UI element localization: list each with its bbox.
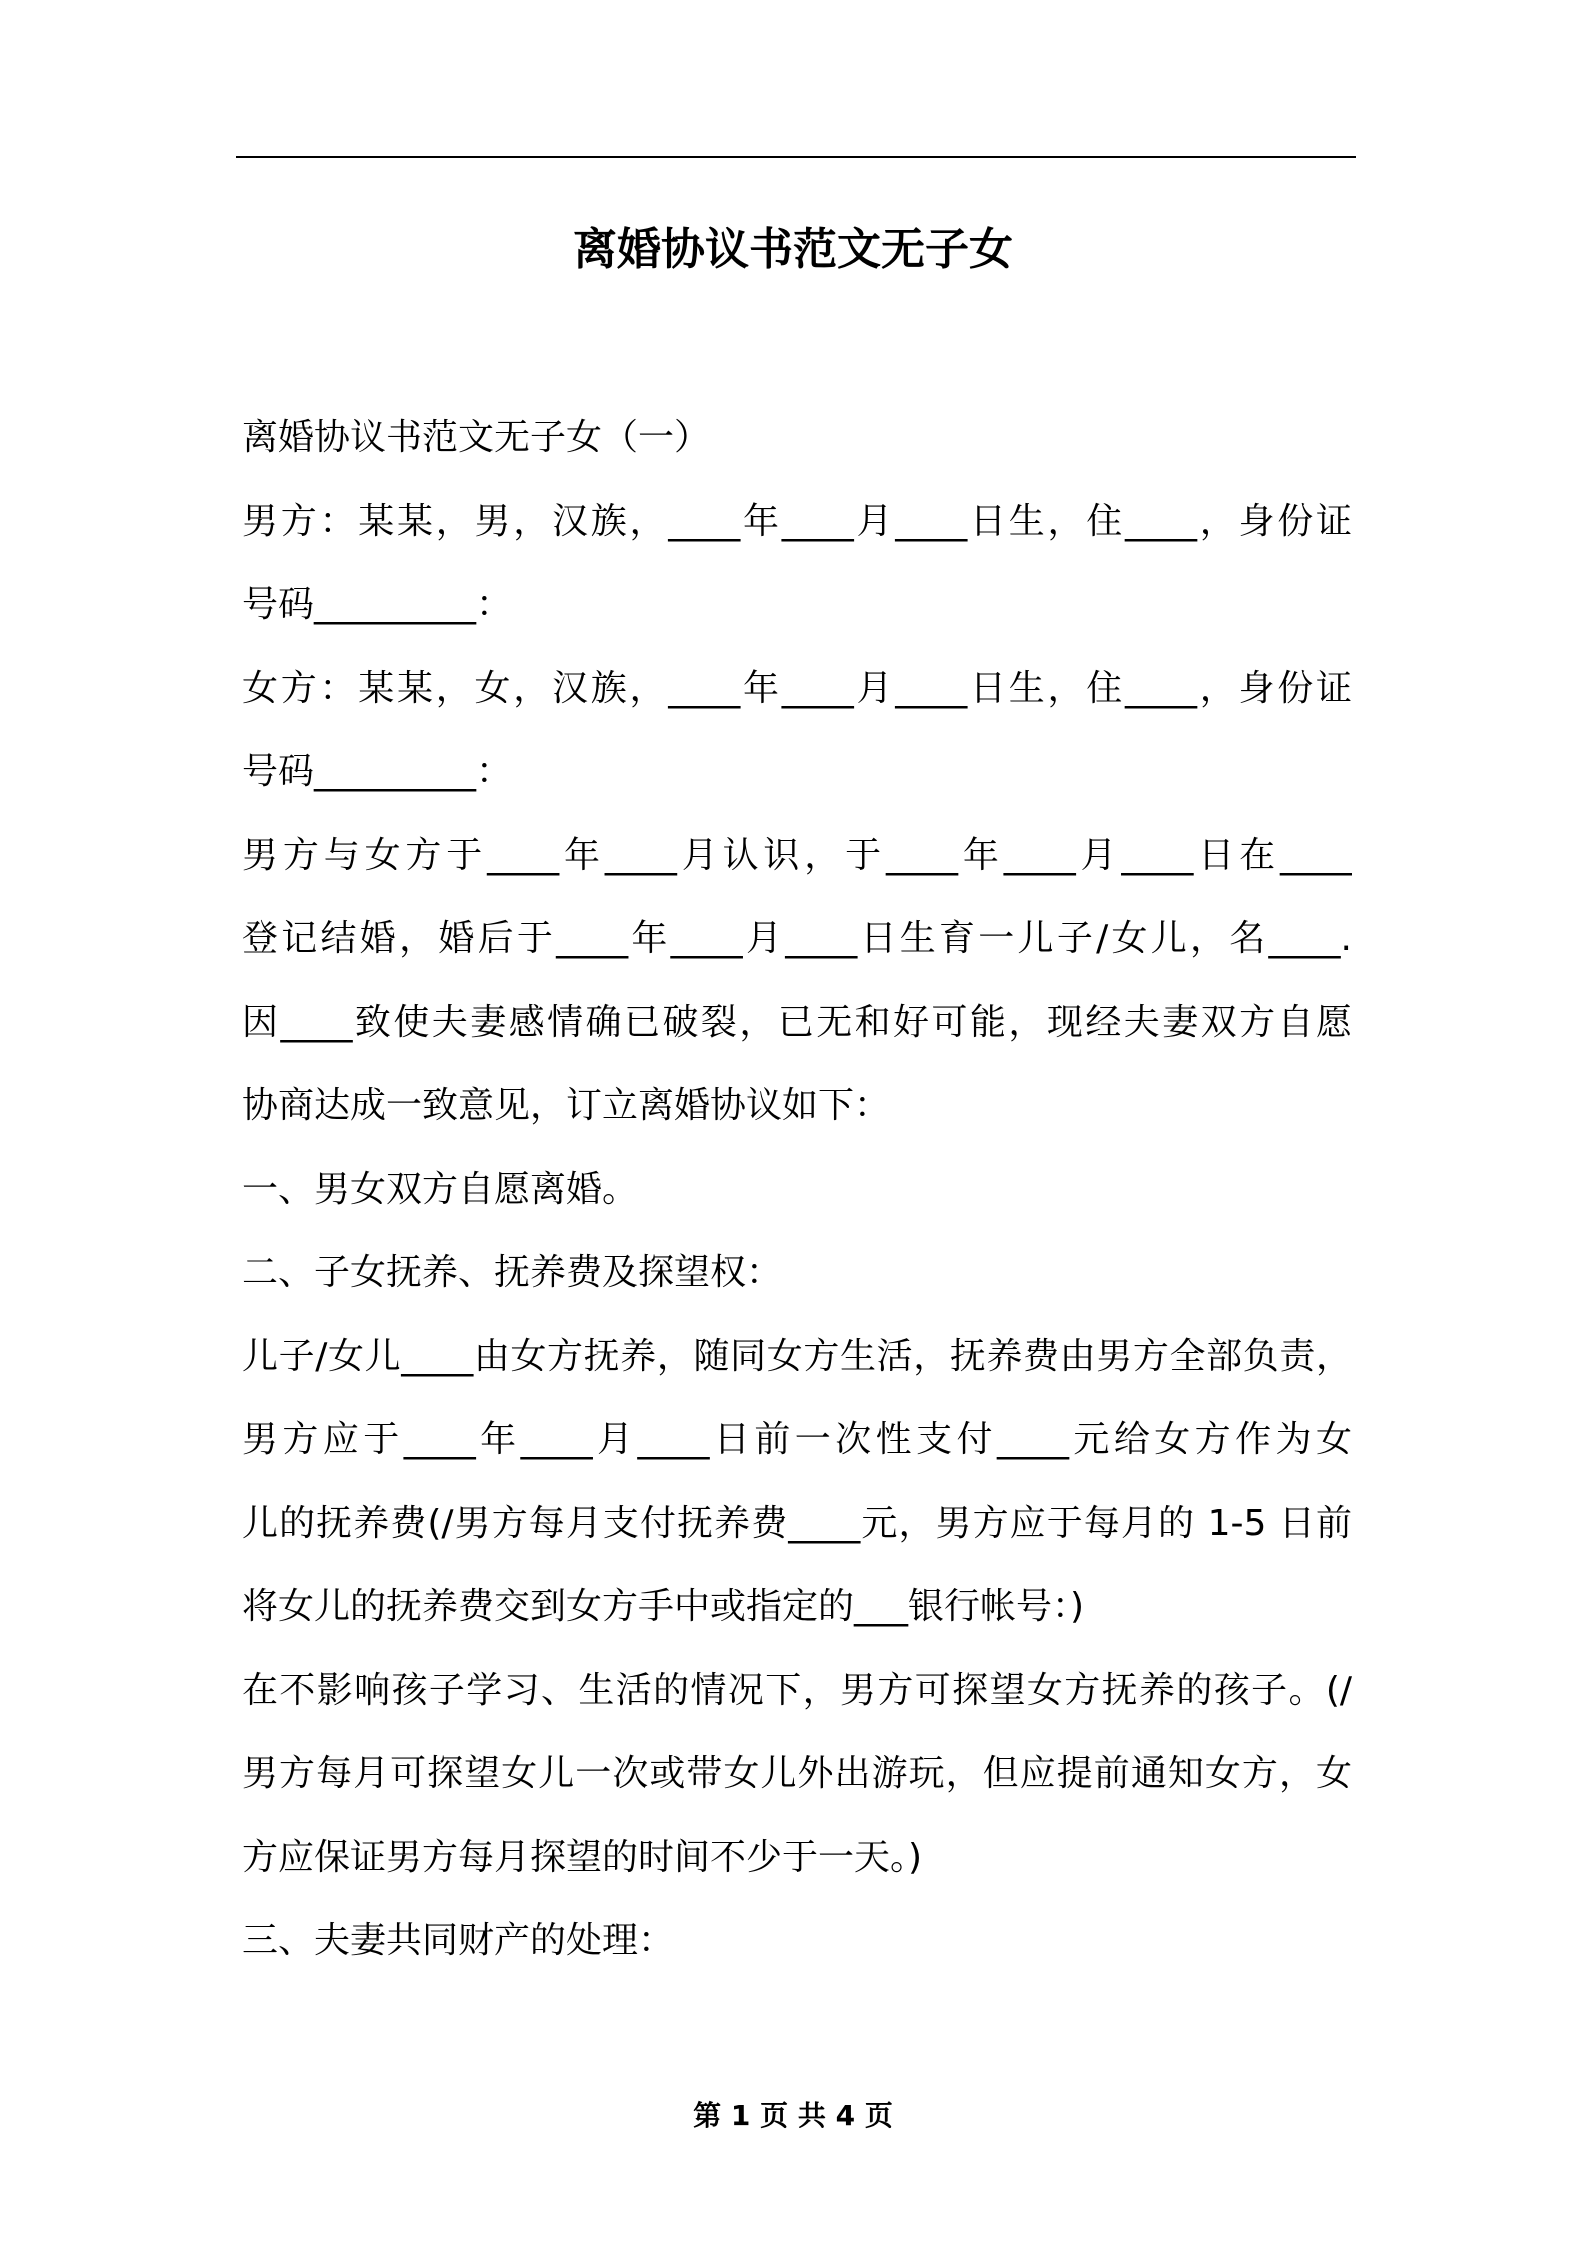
body-line: 男方与女方于____年____月认识，于____年____月____日在____ — [242, 834, 1352, 876]
body-line: 号码_________： — [242, 584, 513, 625]
body-line: 儿子/女儿____由女方抚养，随同女方生活，抚养费由男方全部负责， — [242, 1335, 1352, 1377]
document-body — [242, 396, 1352, 1983]
body-line: 女方：某某，女，汉族，____年____月____日生，住____，身份证 — [242, 667, 1352, 709]
body-line: 协商达成一致意见，订立离婚协议如下： — [242, 1085, 891, 1126]
body-line: 号码_________： — [242, 751, 513, 792]
body-line: 因____致使夫妻感情确已破裂，已无和好可能，现经夫妻双方自愿 — [242, 1001, 1352, 1043]
body-line: 男方：某某，男，汉族，____年____月____日生，住____，身份证 — [242, 500, 1352, 542]
body-line: 男方应于____年____月____日前一次性支付____元给女方作为女 — [242, 1419, 1352, 1460]
document-title: 离婚协议书范文无子女 — [573, 224, 1013, 275]
body-line: 三、夫妻共同财产的处理： — [242, 1920, 675, 1961]
body-line: 二、子女抚养、抚养费及探望权： — [242, 1252, 783, 1293]
body-line: 男方每月可探望女儿一次或带女儿外出游玩，但应提前通知女方，女 — [242, 1753, 1352, 1794]
body-line: 登记结婚，婚后于____年____月____日生育一儿子/女儿，名____. — [242, 918, 1352, 959]
body-line: 在不影响孩子学习、生活的情况下，男方可探望女方抚养的孩子。(/ — [242, 1669, 1352, 1711]
body-line: 一、男女双方自愿离婚。 — [242, 1168, 639, 1210]
body-line: 离婚协议书范文无子女（一） — [242, 417, 711, 458]
body-line: 方应保证男方每月探望的时间不少于一天。) — [242, 1836, 923, 1878]
page-footer: 第 1 页 共 4 页 — [693, 2099, 893, 2132]
body-line: 儿的抚养费(/男方每月支付抚养费____元，男方应于每月的 1-5 日前 — [242, 1502, 1352, 1544]
body-line: 将女儿的抚养费交到女方手中或指定的___银行帐号：) — [242, 1586, 1085, 1627]
header-rule — [236, 156, 1356, 158]
